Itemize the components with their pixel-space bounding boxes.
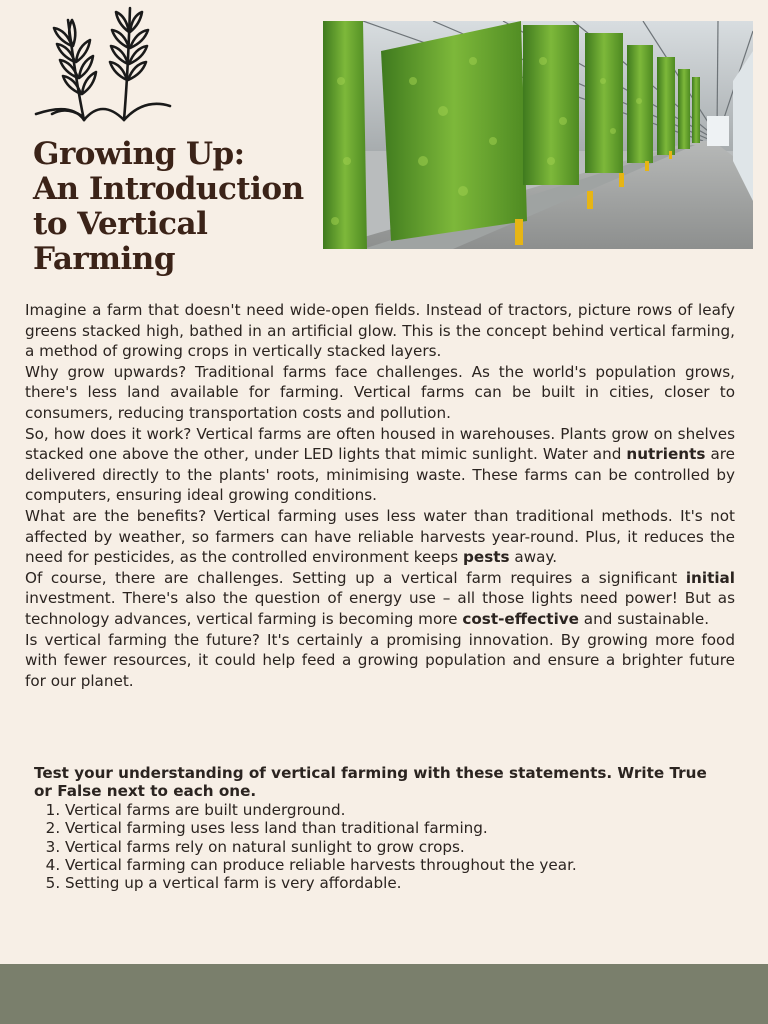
title-line: An Introduction — [33, 171, 304, 207]
quiz-list — [34, 801, 724, 893]
paragraph: Of course, there are challenges. Setting up a vertical farm requires a significant initial investment. There's also the question of energy use – all those lights need power! But as technology advances, vertical farming is becoming more cost-effective and sustainable. — [25, 568, 735, 628]
vertical-farm-photo — [323, 21, 753, 249]
article-body — [25, 300, 735, 691]
quiz-instruction: Test your understanding of vertical farming with these statements. Write True or False next to each one. — [34, 764, 707, 801]
bold-term: initial — [685, 568, 735, 587]
quiz-section — [34, 764, 724, 893]
bold-term: cost-effective — [462, 609, 579, 628]
title-line: Farming — [33, 241, 176, 277]
paragraph: What are the benefits? Vertical farming uses less water than traditional methods. It's not affected by weather, so farmers can have reliable harvests year-round. Plus, it reduces the need for pesticides, as the controlled environment keeps pests away. — [25, 506, 735, 567]
quiz-item: 4. Vertical farming can produce reliable harvests throughout the year. — [65, 856, 724, 874]
quiz-item: 1. Vertical farms are built underground. — [65, 801, 724, 819]
paragraph: Is vertical farming the future? It's certainly a promising innovation. By growing more food with fewer resources, it could help feed a growing population and ensure a brighter future for our planet. — [25, 630, 735, 690]
footer-band — [0, 964, 768, 1024]
wheat-stalks-icon — [32, 2, 174, 130]
title-line: to Vertical — [33, 206, 208, 242]
paragraph: Why grow upwards? Traditional farms face challenges. As the world's population grows, there's less land available for farming. Vertical farms can be built in cities, closer to consumers, reducing transportation costs and pollution. — [25, 362, 735, 422]
paragraph: Imagine a farm that doesn't need wide-open fields. Instead of tractors, picture rows of leafy greens stacked high, bathed in an artificial glow. This is the concept behind vertical farming, a method of growing crops in vertically stacked layers. — [25, 301, 735, 361]
quiz-item: 5. Setting up a vertical farm is very affordable. — [65, 874, 724, 892]
paragraph: So, how does it work? Vertical farms are often housed in warehouses. Plants grow on shelves stacked one above the other, under LED lights that mimic sunlight. Water and nutrients are delivered directly to the plants' roots, minimising waste. These farms can be controlled by computers, ensuring ideal growing conditions. — [25, 424, 736, 505]
bold-term: pests — [463, 548, 510, 567]
quiz-item: 2. Vertical farming uses less land than traditional farming. — [65, 819, 724, 837]
page-title — [33, 137, 318, 277]
title-line: Growing Up: — [33, 136, 245, 172]
quiz-item: 3. Vertical farms rely on natural sunlight to grow crops. — [65, 838, 724, 856]
bold-term: nutrients — [626, 445, 706, 464]
